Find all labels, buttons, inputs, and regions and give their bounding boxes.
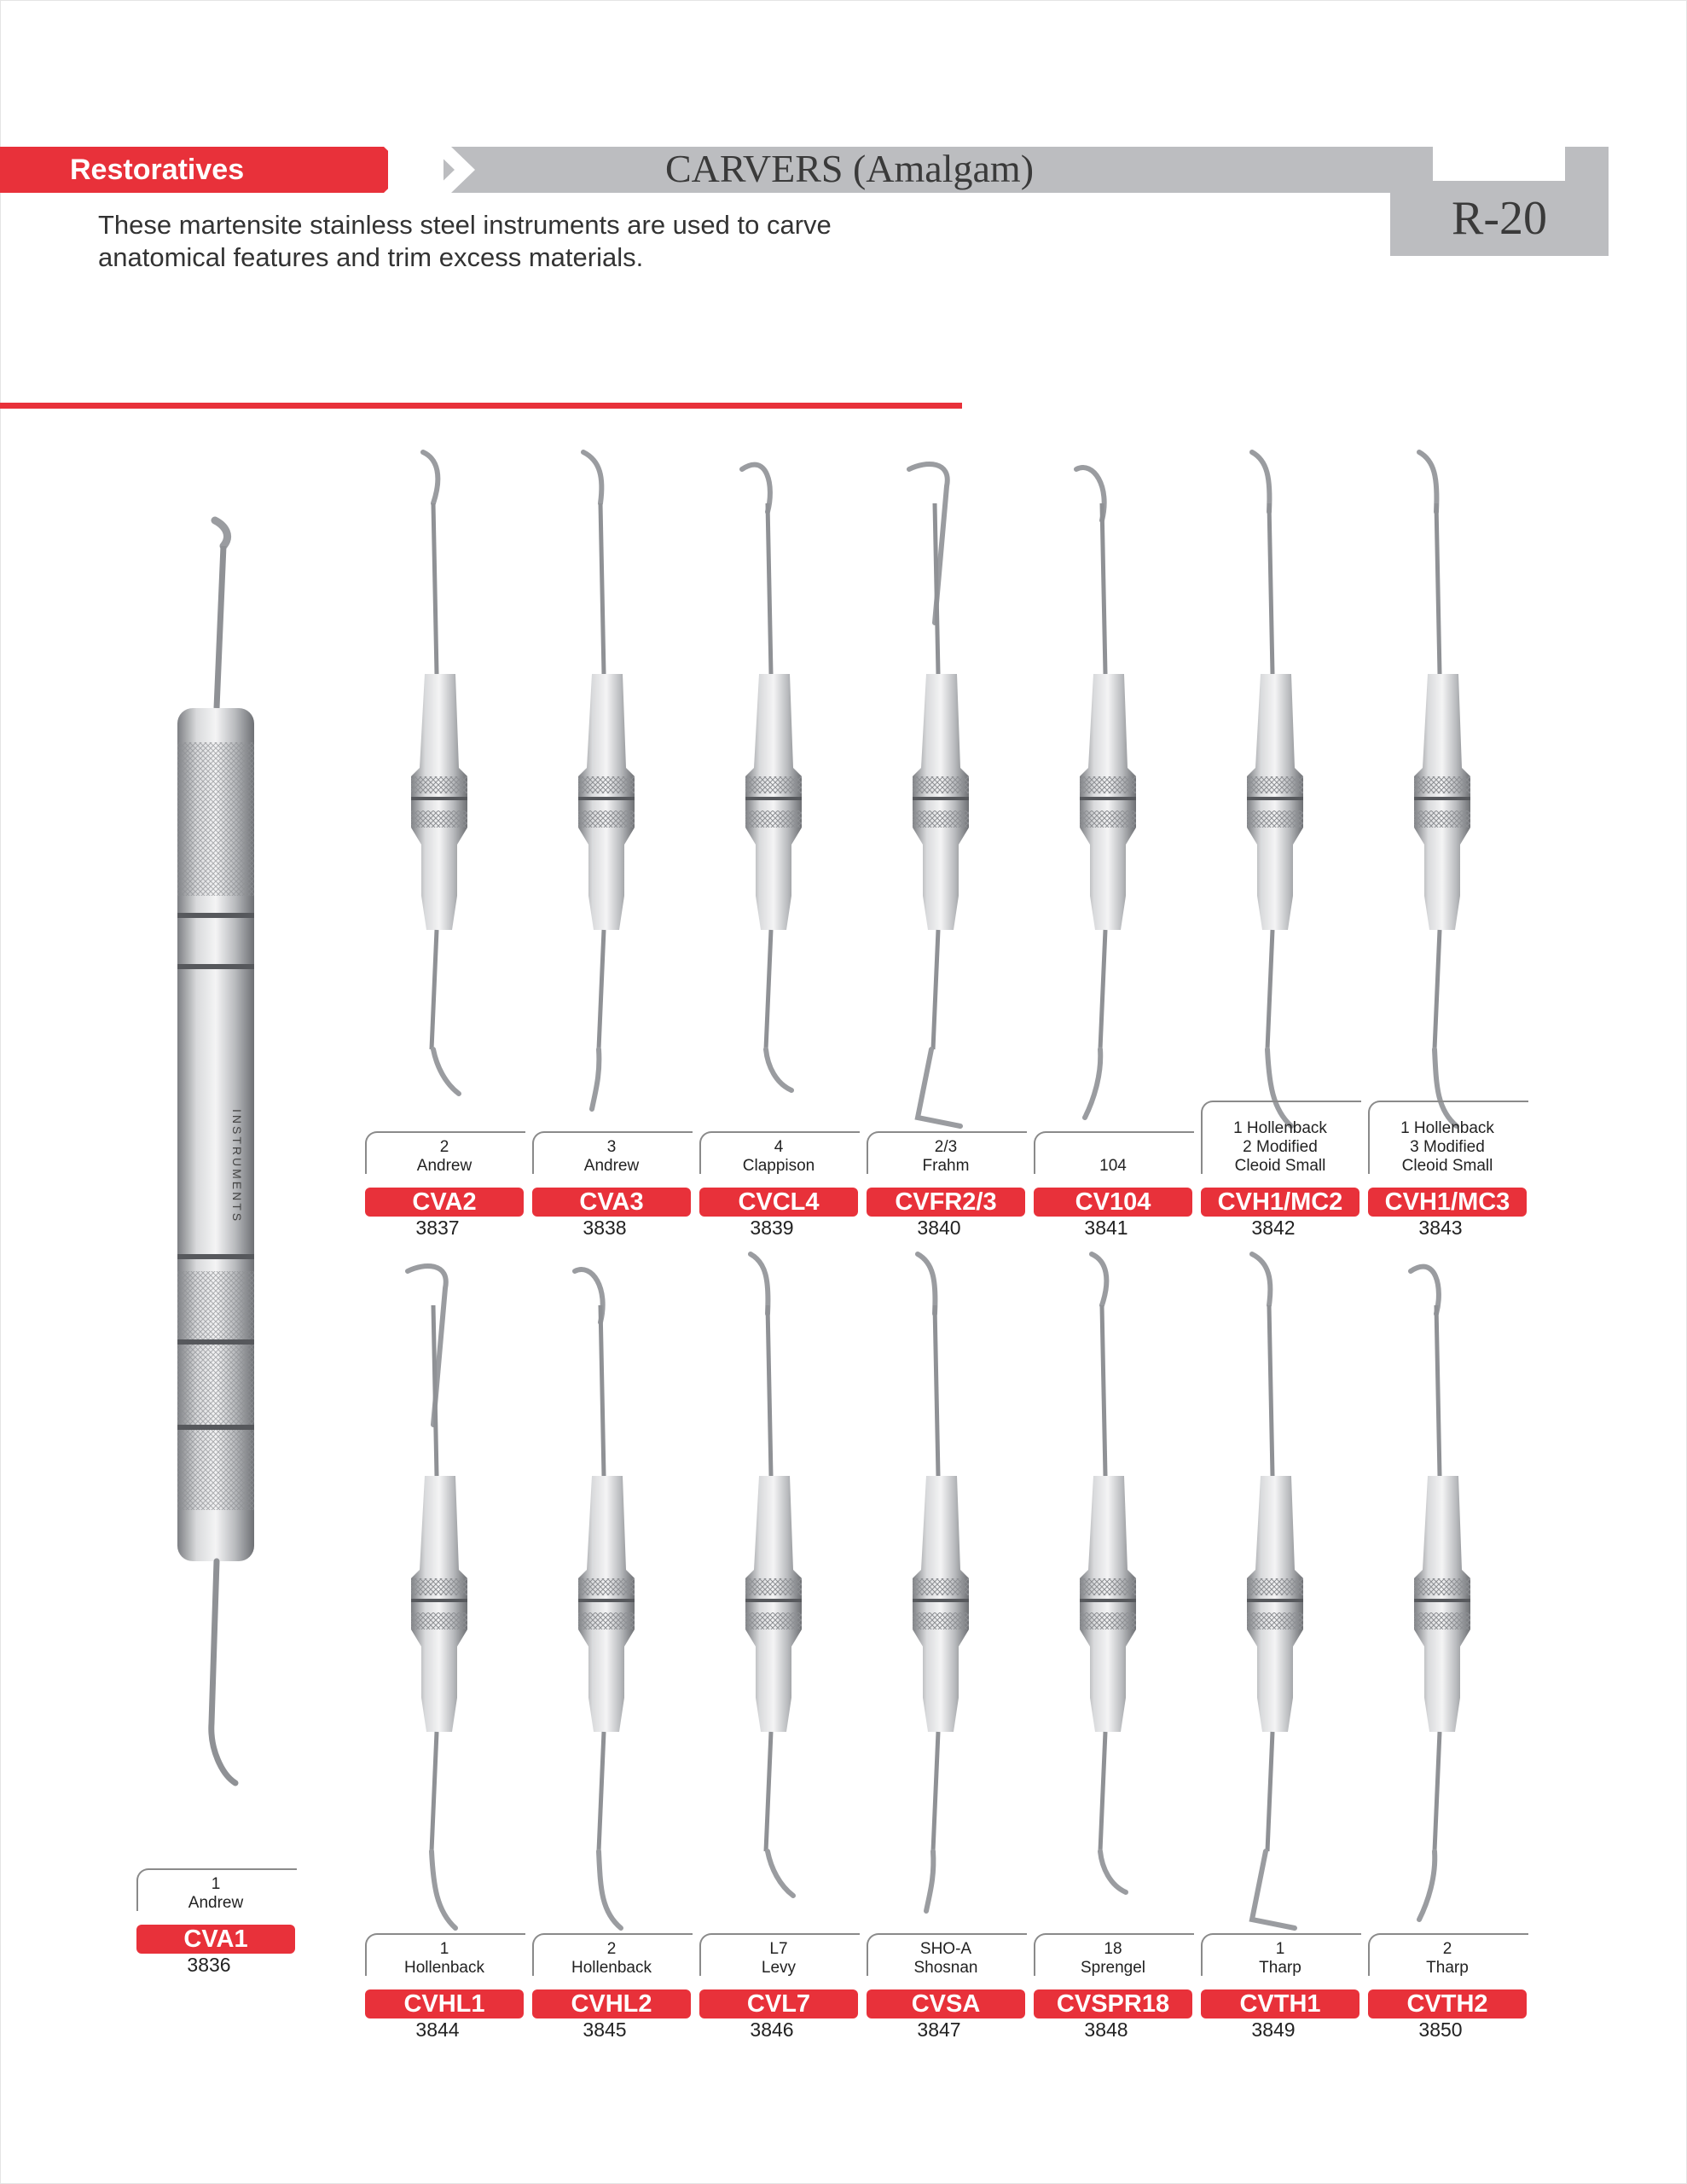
divider [0,403,962,409]
product-description: 2/3 [934,1138,958,1156]
product-code: CVHL2 [532,1989,691,2018]
catalog-number: 3838 [583,1217,627,1239]
product-description: 1 Hollenback [1400,1119,1494,1137]
product-code: CVA1 [136,1925,295,1954]
instrument-image [1244,1254,1312,1937]
product-code: CVCL4 [699,1188,858,1217]
product-description: 4 [774,1138,784,1156]
instrument-image [408,452,476,1135]
product-description: SHO-A [919,1940,972,1958]
product-code: CVSPR18 [1034,1989,1192,2018]
product-description: 2 [439,1138,449,1156]
product-description: Andrew [416,1157,472,1175]
product-description: Shosnan [913,1959,978,1977]
product-code: CVSA [867,1989,1025,2018]
catalog-number: 3850 [1418,2018,1463,2041]
catalog-number: 3842 [1251,1217,1296,1239]
intro-text [98,209,917,274]
page-tab-edge [1565,147,1609,181]
product-code: CVH1/MC3 [1368,1188,1527,1217]
product-description: 104 [1099,1157,1127,1175]
page-code: R-20 [1390,181,1609,256]
product-code: CVL7 [699,1989,858,2018]
product-description: Sprengel [1080,1959,1146,1977]
product-code: CVFR2/3 [867,1188,1025,1217]
product-description: Hollenback [404,1959,484,1977]
page-tab-edge [1390,147,1433,181]
product-description: Cleoid Small [1234,1157,1326,1175]
product-description: Andrew [188,1894,244,1912]
catalog-number: 3848 [1084,2018,1128,2041]
instrument-image [1076,452,1145,1135]
catalog-number: 3843 [1418,1217,1463,1239]
product-description: 18 [1104,1940,1122,1958]
product-description: 1 [211,1875,221,1893]
instrument-image [1076,1254,1145,1937]
product-code: CVHL1 [365,1989,524,2018]
instrument-image [408,1254,476,1937]
product-description: 3 [606,1138,617,1156]
instrument-image [1411,452,1479,1135]
intro-line: anatomical features and trim excess materials. [98,242,644,272]
catalog-number: 3846 [750,2018,794,2041]
product-description: Clappison [742,1157,815,1175]
catalog-number: 3845 [583,2018,627,2041]
instrument-image [1411,1254,1479,1937]
product-code: CV104 [1034,1188,1192,1217]
catalog-number: 3836 [187,1954,231,1976]
catalog-number: 3840 [917,1217,961,1239]
product-description: Tharp [1426,1959,1469,1977]
product-description: 1 [439,1940,449,1958]
brand-mark: INSTRUMENTS [230,1109,244,1224]
product-description: 2 Modified [1243,1138,1318,1156]
catalog-number: 3839 [750,1217,794,1239]
instrument-image [909,452,977,1135]
product-description: Levy [761,1959,797,1977]
product-code: CVA2 [365,1188,524,1217]
product-description: 2 [606,1940,617,1958]
product-code: CVTH2 [1368,1989,1527,2018]
product-description: Hollenback [571,1959,652,1977]
product-description: 2 [1442,1940,1452,1958]
instrument-image [1244,452,1312,1135]
product-description: Tharp [1259,1959,1301,1977]
product-code: CVA3 [532,1188,691,1217]
instrument-image [575,1254,643,1937]
instrument-image [575,452,643,1135]
product-code: CVTH1 [1201,1989,1359,2018]
product-description: 1 [1275,1940,1285,1958]
product-description: 3 Modified [1410,1138,1485,1156]
page-title: CARVERS (Amalgam) [665,147,1035,190]
instrument-image [742,452,810,1135]
catalog-number: 3847 [917,2018,961,2041]
intro-line: These martensite stainless steel instruments are used to carve [98,210,832,240]
instrument-image [909,1254,977,1937]
product-description: L7 [769,1940,788,1958]
catalog-number: 3841 [1084,1217,1128,1239]
product-code: CVH1/MC2 [1201,1188,1359,1217]
catalog-number: 3849 [1251,2018,1296,2041]
catalog-number: 3837 [415,1217,460,1239]
product-description: Andrew [583,1157,640,1175]
product-description: Cleoid Small [1401,1157,1493,1175]
product-description: Frahm [922,1157,970,1175]
catalog-number: 3844 [415,2018,460,2041]
section-label: Restoratives [70,154,245,186]
instrument-image [742,1254,810,1937]
product-description: 1 Hollenback [1233,1119,1327,1137]
